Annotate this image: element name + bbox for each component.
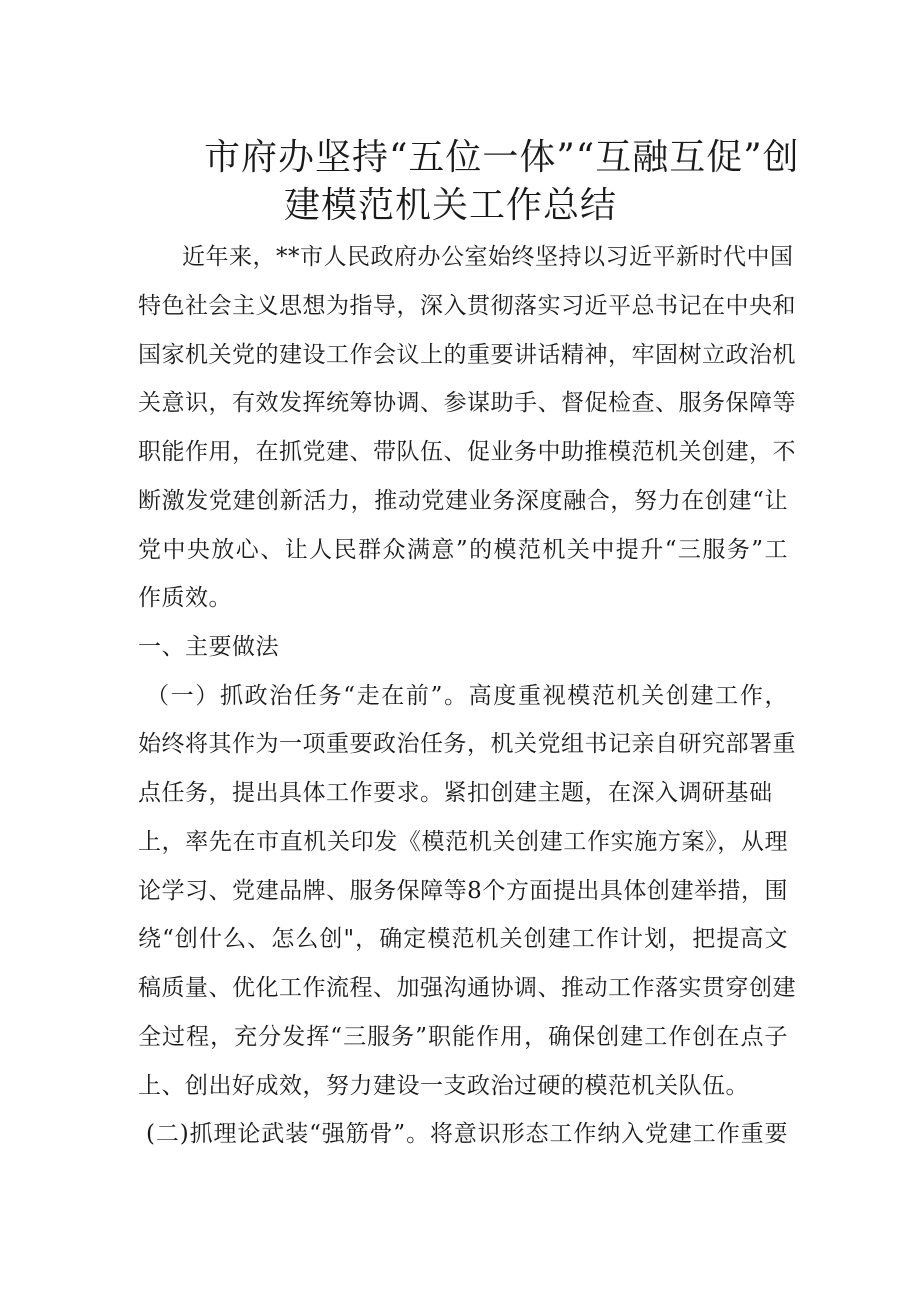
body-line-1: 近年来，**市人民政府办公室始终坚持以习近平新时代中国 xyxy=(182,244,794,270)
body-line-4: 关意识，有效发挥统筹协调、参谋助手、督促检查、服务保障等 xyxy=(138,390,796,416)
body-line-7: 党中央放心、让人民群众满意”的模范机关中提升“三服务”工 xyxy=(138,537,788,563)
body-line-5: 职能作用，在抓党建、带队伍、促业务中助推模范机关创建，不 xyxy=(138,439,796,465)
subsection-heading-2: (二)抓理论武装“强筋骨”。将意识形态工作纳入党建工作重要 xyxy=(146,1121,788,1147)
body-line-9: 始终将其作为一项重要政治任务，机关党组书记亲自研究部署重 xyxy=(138,731,796,757)
body-line-13: 绕“创什么、怎么创"，确定模范机关创建工作计划，把提高文 xyxy=(138,926,788,952)
body-line-10: 点任务，提出具体工作要求。紧扣创建主题，在深入调研基础 xyxy=(138,780,773,806)
body-line-2: 特色社会主义思想为指导，深入贯彻落实习近平总书记在中央和 xyxy=(138,293,796,319)
body-line-15: 全过程，充分发挥“三服务”职能作用，确保创建工作创在点子 xyxy=(138,1024,788,1050)
body-line-12: 论学习、党建品牌、服务保障等8个方面提出具体创建举措，围 xyxy=(138,878,788,904)
section-heading: 一、主要做法 xyxy=(138,634,279,660)
body-line-8: 作质效。 xyxy=(138,585,232,611)
body-line-14: 稿质量、优化工作流程、加强沟通协调、推动工作落实贯穿创建 xyxy=(138,975,796,1001)
body-line-6: 断激发党建创新活力，推动党建业务深度融合，努力在创建“让 xyxy=(138,488,788,514)
body-line-16: 上、创出好成效，努力建设一支政治过硬的模范机关队伍。 xyxy=(138,1073,749,1099)
document-title-line-1: 市府办坚持“五位一体”“互融互促”创 xyxy=(204,137,800,178)
subsection-heading-1: （一）抓政治任务“走在前”。高度重视模范机关创建工作， xyxy=(146,683,788,709)
document-title-line-2: 建模范机关工作总结 xyxy=(284,185,618,226)
body-line-3: 国家机关党的建设工作会议上的重要讲话精神，牢固树立政治机 xyxy=(138,342,796,368)
body-line-11: 上，率先在市直机关印发《模范机关创建工作实施方案》，从理 xyxy=(138,829,788,855)
